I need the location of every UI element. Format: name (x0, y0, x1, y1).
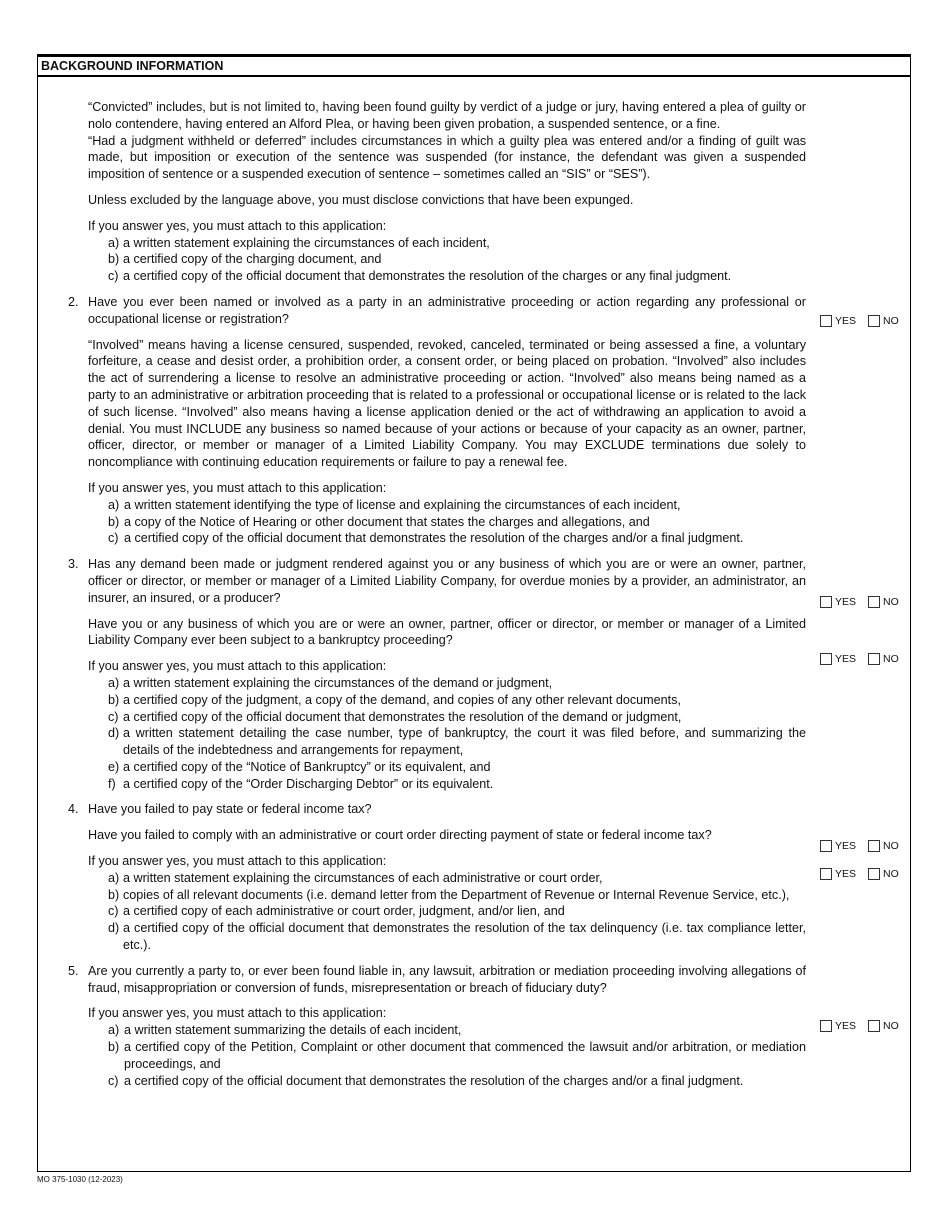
question-5-text: Are you currently a party to, or ever been found liable in, any lawsuit, arbitration or mediation proceeding involving allegations of fraud, misappropriation or conversion of funds, misrepresentation or breach of fiduciary duty? (88, 963, 806, 995)
list-item: c) a certified copy of each administrative or court order, judgment, and/or lien, and (108, 904, 565, 919)
form-content (68, 99, 806, 1089)
list-item: e) a certified copy of the “Notice of Bankruptcy” or its equivalent, and (108, 759, 491, 774)
attach-intro: If you answer yes, you must attach to this application: (88, 1006, 387, 1021)
list-item: a) a written statement explaining the circumstances of each administrative or court order, (108, 870, 603, 885)
question-2-answer: YES NO (820, 314, 899, 328)
question-2-text: Have you ever been named or involved as a party in an administrative proceeding or action regarding any professional or occupational license or registration? (88, 294, 806, 326)
question-3-answer: YES NO (820, 595, 899, 609)
list-item: a) a written statement explaining the circumstances of each incident, (108, 235, 490, 250)
question-4-text: Have you failed to pay state or federal income tax? (88, 802, 372, 817)
list-item: b) a certified copy of the Petition, Complaint or other document that commenced the lawsuit and/or arbitration, or mediation proceedings, and (108, 1040, 806, 1071)
question-5-no-checkbox[interactable] (868, 1020, 880, 1032)
list-item: c) a certified copy of the official document that demonstrates the resolution of the charges and/or a final judgment. (108, 531, 744, 546)
question-3-bankruptcy-yes-checkbox[interactable] (820, 653, 832, 665)
attach-intro: If you answer yes, you must attach to this application: (88, 480, 387, 495)
question-4: 4. Have you failed to pay state or federal income tax? (88, 801, 806, 818)
list-item: a) a written statement explaining the circumstances of the demand or judgment, (108, 675, 553, 690)
attach-list (88, 1022, 806, 1089)
attach-intro: If you answer yes, you must attach to this application: (88, 218, 387, 233)
list-item: c) a certified copy of the official document that demonstrates the resolution of the charges and/or a final judgment. (108, 1073, 744, 1088)
list-item: b) copies of all relevant documents (i.e. demand letter from the Department of Revenue or Internal Revenue Service, etc.), (108, 887, 790, 902)
list-item: c) a certified copy of the official document that demonstrates the resolution of the demand or judgment, (108, 709, 682, 724)
question-4-no-checkbox[interactable] (868, 840, 880, 852)
form-number: MO 375-1030 (12-2023) (37, 1175, 123, 1184)
expunged-note: Unless excluded by the language above, you must disclose convictions that have been expunged. (88, 192, 634, 207)
question-4-answer: YES NO (820, 839, 899, 853)
question-5: 5. Are you currently a party to, or ever been found liable in, any lawsuit, arbitration or mediation proceeding involving allegations of fraud, misappropriation or conversion of funds, misrepresentation or breach of fiduciary duty? (68, 963, 806, 995)
question-3-no-checkbox[interactable] (868, 596, 880, 608)
list-item: c) a certified copy of the official document that demonstrates the resolution of the charges or any final judgment. (108, 269, 732, 284)
question-4-court-order-no-checkbox[interactable] (868, 868, 880, 880)
question-3: 3. Has any demand been made or judgment rendered against you or any business of which you are or were an owner, partner, officer or director, or member or manager of a Limited Liability Company, for overdue monies by a provider, an administrator, an insurer, an insured, or a producer? (68, 557, 806, 605)
question-2-yes-checkbox[interactable] (820, 315, 832, 327)
question-3-bankruptcy-answer: YES NO (820, 652, 899, 666)
question-4-court-order-answer: YES NO (820, 867, 899, 881)
question-3-text: Has any demand been made or judgment rendered against you or any business of which you are or were an owner, partner, officer or director, or member or manager of a Limited Liability Company, for overdue monies by a provider, an administrator, an insurer, an insured, or a producer? (88, 557, 806, 605)
attach-list (88, 235, 806, 285)
question-2-no-checkbox[interactable] (868, 315, 880, 327)
question-3-bankruptcy-no-checkbox[interactable] (868, 653, 880, 665)
convicted-definition: “Convicted” includes, but is not limited to, having been found guilty by verdict of a judge or jury, having entered a plea of guilty or nolo contendere, having entered an Alford Plea, or having been given probation, a suspended sentence, or a fine. (88, 100, 806, 131)
list-item: f) a certified copy of the “Order Discharging Debtor” or its equivalent. (108, 776, 494, 791)
list-item: b) a certified copy of the charging document, and (108, 252, 382, 267)
question-2: 2. Have you ever been named or involved as a party in an administrative proceeding or action regarding any professional or occupational license or registration? (68, 294, 806, 326)
question-3-yes-checkbox[interactable] (820, 596, 832, 608)
question-4-court-order-text: Have you failed to comply with an administrative or court order directing payment of state or federal income tax? (88, 828, 712, 843)
attach-intro: If you answer yes, you must attach to this application: (88, 854, 387, 869)
list-item: b) a copy of the Notice of Hearing or other document that states the charges and allegations, and (108, 514, 650, 529)
question-4-court-order-yes-checkbox[interactable] (820, 868, 832, 880)
list-item: b) a certified copy of the judgment, a copy of the demand, and copies of any other relevant documents, (108, 692, 681, 707)
attach-list (88, 870, 806, 954)
question-5-answer: YES NO (820, 1019, 899, 1033)
list-item: a) a written statement identifying the type of license and explaining the circumstances of each incident, (108, 497, 681, 512)
list-item: d) a certified copy of the official document that demonstrates the resolution of the tax delinquency (i.e. tax compliance letter, etc.). (108, 921, 806, 953)
attach-list (88, 675, 806, 793)
question-5-yes-checkbox[interactable] (820, 1020, 832, 1032)
list-item: d) a written statement detailing the case number, type of bankruptcy, the court it was filed before, and summarizing the details of the indebtedness and arrangements for repayment, (108, 726, 806, 758)
attach-list (88, 497, 806, 547)
list-item: a) a written statement summarizing the details of each incident, (108, 1023, 462, 1038)
question-4-yes-checkbox[interactable] (820, 840, 832, 852)
question-3-bankruptcy-text: Have you or any business of which you are or were an owner, partner, officer or director, or member or manager of a Limited Liability Company ever been subject to a bankruptcy proceeding? (88, 616, 806, 648)
section-title: BACKGROUND INFORMATION (38, 57, 910, 77)
attach-intro: If you answer yes, you must attach to this application: (88, 659, 387, 674)
involved-definition: “Involved” means having a license censured, suspended, revoked, canceled, terminated or being assessed a fine, a voluntary forfeiture, a cease and desist order, a prohibition order, a consent order, or being placed on probation. “Involved” also includes the act of surrendering a license to resolve an administrative proceeding or action. “Involved” also means being named as a party to an administrative or arbitration proceeding that is related to a professional or occupational license or is related to the lack of such license. “Involved” also means having a license application denied or the act of withdrawing an application to avoid a denial. You must INCLUDE any business so named because of your actions or because of your capacity as an owner, partner, officer, director, or member or manager of a Limited Liability Company. You may EXCLUDE terminations due solely to noncompliance with continuing education requirements or failure to pay a renewal fee. (88, 337, 806, 470)
judgment-withheld-definition: “Had a judgment withheld or deferred” includes circumstances in which a guilty plea was entered and/or a finding of guilt was made, but imposition or execution of the sentence was suspended (for instance, the defendant was given a suspended imposition of sentence or a suspended execution of sentence – sometimes called an “SIS” or “SES”). (88, 133, 806, 182)
